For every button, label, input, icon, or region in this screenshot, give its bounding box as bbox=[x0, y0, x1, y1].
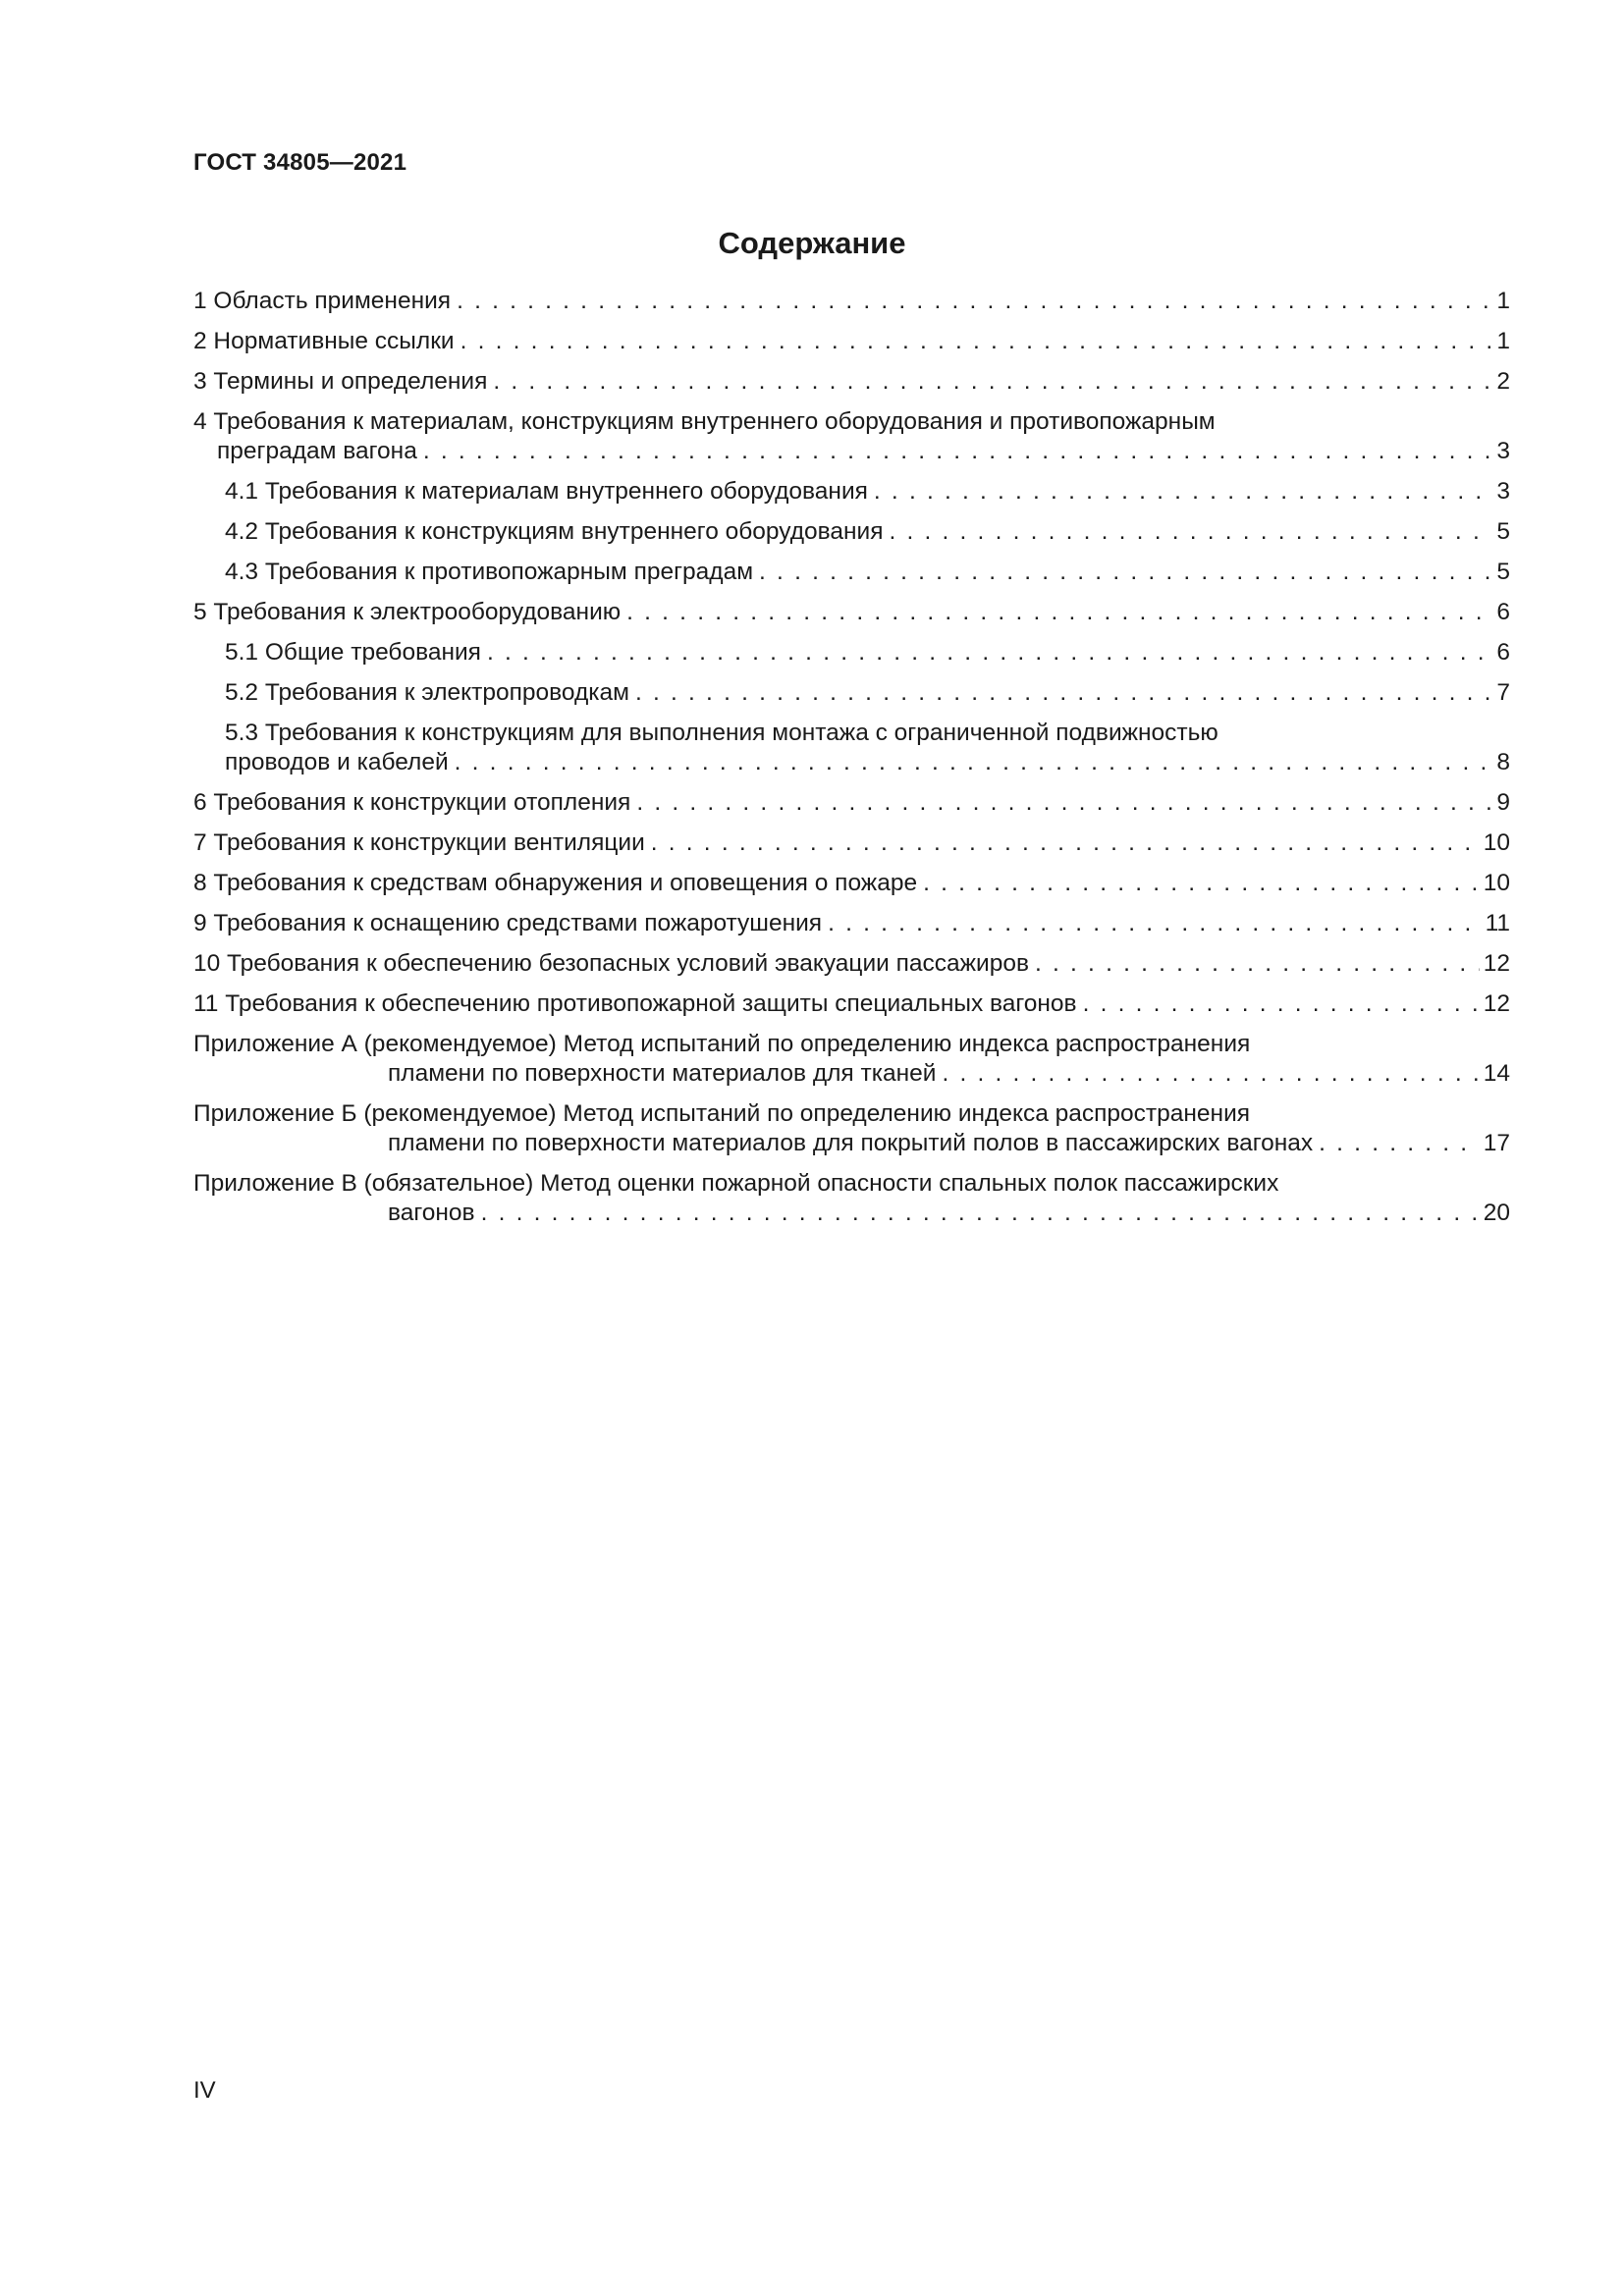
toc-leader-dots bbox=[460, 327, 1493, 356]
toc-entry-text-continuation: вагонов bbox=[388, 1200, 475, 1226]
toc-entry-5-2[interactable] bbox=[193, 678, 1510, 708]
toc-entry-5-3[interactable] bbox=[193, 719, 1510, 777]
toc-leader-dots bbox=[455, 748, 1493, 777]
toc-entry-text: 4.3 Требования к противопожарным преградам bbox=[225, 559, 754, 585]
toc-entry-page: 5 bbox=[1496, 559, 1510, 585]
toc-entry-page: 11 bbox=[1485, 910, 1510, 936]
toc-entry-page: 1 bbox=[1496, 328, 1510, 354]
toc-entry-4-1[interactable] bbox=[193, 477, 1510, 507]
toc-leader-dots bbox=[874, 477, 1492, 507]
toc-entry-text-first-line: 4 Требования к материалам, конструкциям внутреннего оборудования и противопожарным bbox=[193, 408, 1216, 435]
table-of-contents bbox=[193, 287, 1510, 1239]
toc-entry-text-continuation: пламени по поверхности материалов для тканей bbox=[388, 1060, 937, 1087]
toc-entry-page: 12 bbox=[1483, 990, 1510, 1017]
toc-entry-text: 2 Нормативные ссылки bbox=[193, 328, 455, 354]
toc-entry-text-first-line: Приложение В (обязательное) Метод оценки пожарной опасности спальных полок пассажирских bbox=[193, 1170, 1279, 1197]
toc-entry-11[interactable] bbox=[193, 989, 1510, 1019]
toc-leader-dots bbox=[759, 558, 1492, 587]
toc-leader-dots bbox=[651, 828, 1480, 858]
toc-entry-page: 3 bbox=[1496, 438, 1510, 464]
toc-entry-text: 5.1 Общие требования bbox=[225, 639, 481, 666]
toc-entry-10[interactable] bbox=[193, 949, 1510, 979]
toc-entry-1[interactable] bbox=[193, 287, 1510, 316]
toc-leader-dots bbox=[635, 678, 1492, 708]
toc-title: Содержание bbox=[718, 226, 906, 260]
toc-entry-page: 12 bbox=[1483, 950, 1510, 977]
toc-leader-dots bbox=[626, 598, 1492, 627]
toc-entry-2[interactable] bbox=[193, 327, 1510, 356]
toc-entry-page: 10 bbox=[1483, 829, 1510, 856]
toc-entry-page: 6 bbox=[1496, 639, 1510, 666]
toc-entry-appendix-v[interactable] bbox=[193, 1169, 1510, 1228]
toc-entry-text-continuation: пламени по поверхности материалов для покрытий полов в пассажирских вагонах bbox=[388, 1130, 1314, 1156]
toc-entry-7[interactable] bbox=[193, 828, 1510, 858]
toc-entry-4-2[interactable] bbox=[193, 517, 1510, 547]
toc-entry-appendix-a[interactable] bbox=[193, 1030, 1510, 1089]
toc-entry-page: 17 bbox=[1483, 1130, 1510, 1156]
toc-entry-text-continuation: проводов и кабелей bbox=[225, 749, 449, 775]
document-id-header: ГОСТ 34805—2021 bbox=[193, 149, 407, 176]
toc-entry-text-first-line: 5.3 Требования к конструкциям для выполнения монтажа с ограниченной подвижностью bbox=[225, 720, 1218, 746]
toc-entry-9[interactable] bbox=[193, 909, 1510, 938]
toc-entry-text: 9 Требования к оснащению средствами пожаротушения bbox=[193, 910, 823, 936]
toc-entry-8[interactable] bbox=[193, 869, 1510, 898]
toc-entry-text: 8 Требования к средствам обнаружения и оповещения о пожаре bbox=[193, 870, 918, 896]
toc-leader-dots bbox=[889, 517, 1492, 547]
toc-entry-page: 8 bbox=[1496, 749, 1510, 775]
toc-entry-6[interactable] bbox=[193, 788, 1510, 818]
toc-entry-page: 2 bbox=[1496, 368, 1510, 395]
toc-entry-page: 6 bbox=[1496, 599, 1510, 625]
toc-entry-page: 3 bbox=[1496, 478, 1510, 505]
toc-entry-text-first-line: Приложение Б (рекомендуемое) Метод испытаний по определению индекса распространения bbox=[193, 1100, 1251, 1127]
toc-entry-4[interactable] bbox=[193, 407, 1510, 466]
toc-entry-text: 5.2 Требования к электропроводкам bbox=[225, 679, 629, 706]
toc-entry-page: 10 bbox=[1483, 870, 1510, 896]
toc-entry-text: 1 Область применения bbox=[193, 288, 452, 314]
toc-entry-page: 9 bbox=[1496, 789, 1510, 816]
toc-leader-dots bbox=[1035, 949, 1480, 979]
toc-entry-text: 5 Требования к электрооборудованию bbox=[193, 599, 622, 625]
toc-entry-text: 11 Требования к обеспечению противопожарной защиты специальных вагонов bbox=[193, 990, 1077, 1017]
toc-entry-5-1[interactable] bbox=[193, 638, 1510, 667]
toc-leader-dots bbox=[636, 788, 1492, 818]
toc-entry-text: 7 Требования к конструкции вентиляции bbox=[193, 829, 645, 856]
toc-entry-page: 7 bbox=[1496, 679, 1510, 706]
toc-entry-page: 5 bbox=[1496, 518, 1510, 545]
toc-entry-4-3[interactable] bbox=[193, 558, 1510, 587]
toc-entry-text: 4.1 Требования к материалам внутреннего оборудования bbox=[225, 478, 868, 505]
toc-entry-text: 4.2 Требования к конструкциям внутреннего оборудования bbox=[225, 518, 884, 545]
toc-leader-dots bbox=[487, 638, 1492, 667]
toc-entry-text: 10 Требования к обеспечению безопасных условий эвакуации пассажиров bbox=[193, 950, 1030, 977]
toc-entry-page: 20 bbox=[1483, 1200, 1510, 1226]
toc-entry-page: 1 bbox=[1496, 288, 1510, 314]
toc-entry-3[interactable] bbox=[193, 367, 1510, 397]
page-number: IV bbox=[193, 2077, 216, 2104]
toc-entry-appendix-b[interactable] bbox=[193, 1099, 1510, 1158]
toc-leader-dots bbox=[828, 909, 1482, 938]
toc-leader-dots bbox=[1083, 989, 1480, 1019]
toc-entry-text-first-line: Приложение А (рекомендуемое) Метод испытаний по определению индекса распространения bbox=[193, 1031, 1251, 1057]
toc-entry-5[interactable] bbox=[193, 598, 1510, 627]
toc-entry-text: 3 Термины и определения bbox=[193, 368, 488, 395]
toc-entry-page: 14 bbox=[1483, 1060, 1510, 1087]
toc-leader-dots bbox=[457, 287, 1492, 316]
toc-leader-dots bbox=[481, 1199, 1480, 1228]
toc-leader-dots bbox=[493, 367, 1492, 397]
toc-entry-text-continuation: преградам вагона bbox=[217, 438, 417, 464]
toc-entry-text: 6 Требования к конструкции отопления bbox=[193, 789, 631, 816]
toc-leader-dots bbox=[423, 437, 1493, 466]
toc-leader-dots bbox=[923, 869, 1480, 898]
toc-leader-dots bbox=[942, 1059, 1479, 1089]
toc-leader-dots bbox=[1319, 1129, 1480, 1158]
